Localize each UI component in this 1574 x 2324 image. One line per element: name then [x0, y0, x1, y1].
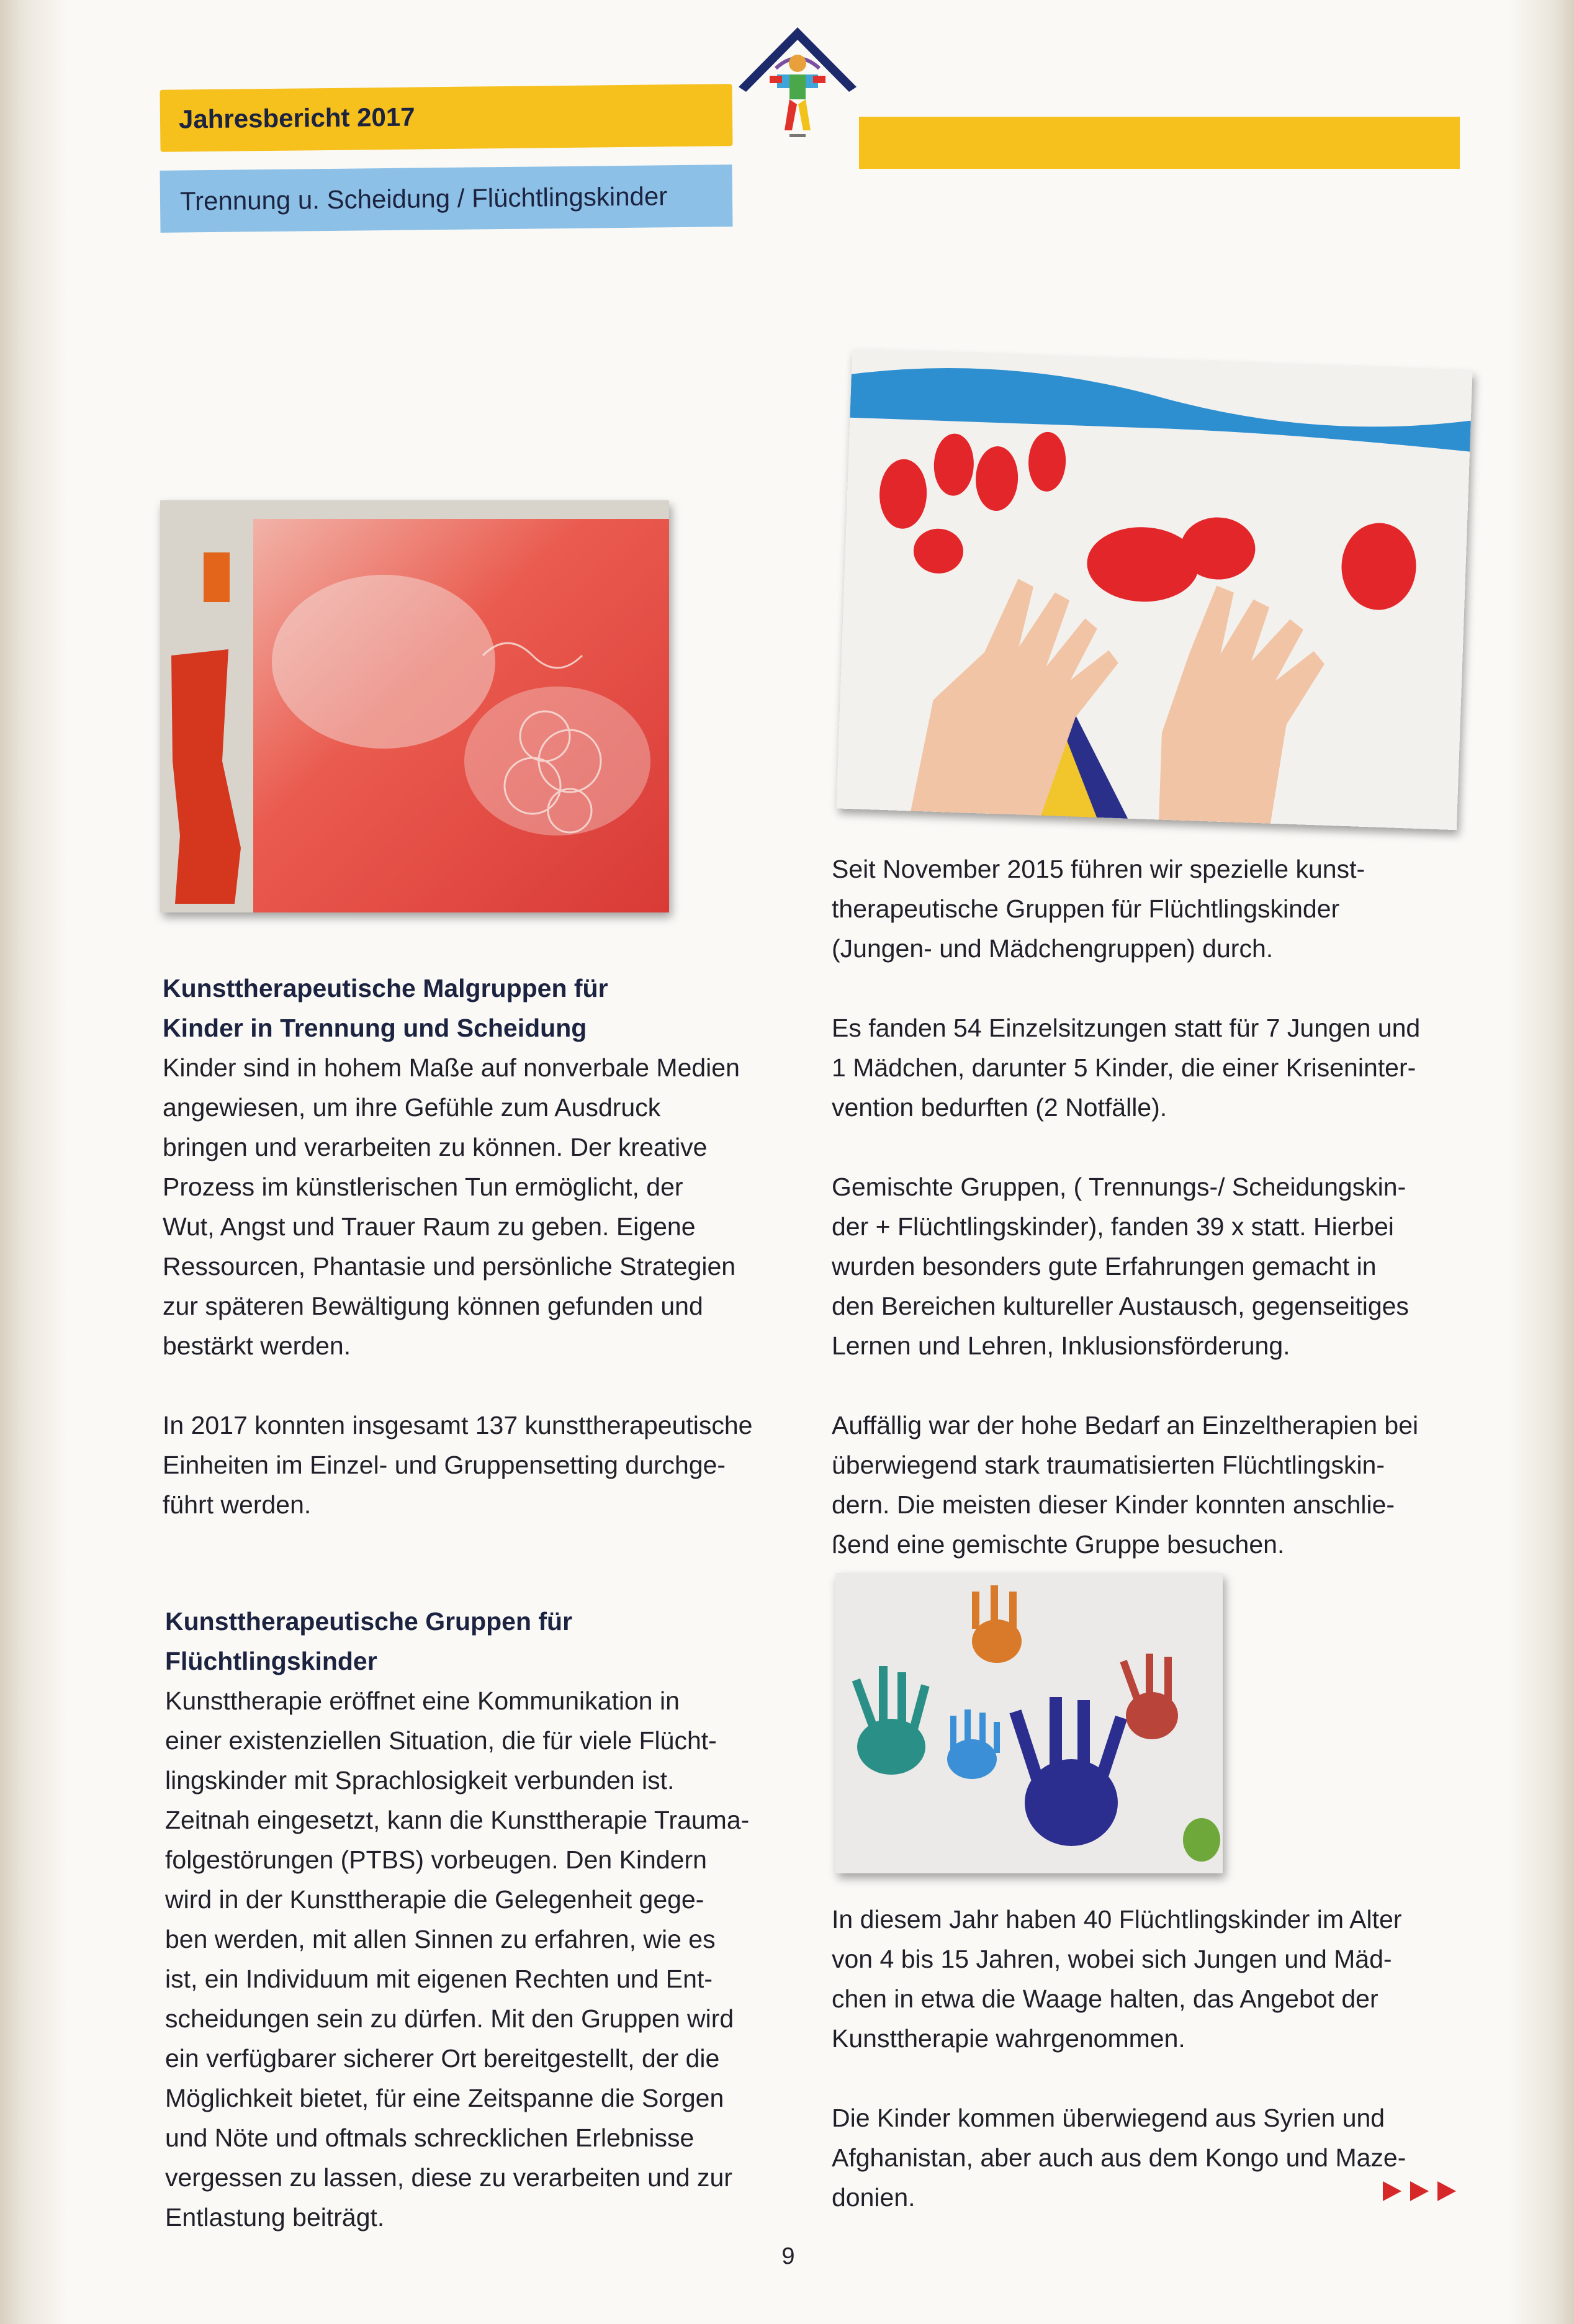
text-line: Wut, Angst und Trauer Raum zu geben. Eigene: [163, 1212, 696, 1241]
text-line: Ressourcen, Phantasie und persönliche Strategien: [163, 1252, 736, 1281]
text-line: führt werden.: [163, 1490, 312, 1519]
text-line: lingskinder mit Sprachlosigkeit verbunden ist.: [165, 1766, 675, 1795]
text-line: Entlastung beiträgt.: [165, 2203, 385, 2232]
continue-arrows-icon: [1383, 2179, 1464, 2204]
section-title-bar: [160, 164, 733, 233]
text-line: Zeitnah eingesetzt, kann die Kunsttherapie Trauma-: [165, 1806, 750, 1834]
text-line: vergessen zu lassen, diese zu verarbeiten und zur: [165, 2163, 732, 2192]
text-line: Prozess im künstlerischen Tun ermöglicht, der: [163, 1173, 683, 1201]
heading-line: Flüchtlingskinder: [165, 1647, 377, 1675]
paragraph-seit-november: [832, 849, 1477, 968]
text-line: wird in der Kunsttherapie die Gelegenheit gege-: [165, 1885, 704, 1914]
text-line: der + Flüchtlingskinder), fanden 39 x statt. Hierbei: [832, 1212, 1394, 1241]
text-line: Afghanistan, aber auch aus dem Kongo und Maze-: [832, 2143, 1406, 2172]
right-column-bottom: [832, 1899, 1477, 2217]
text-line: scheidungen sein zu dürfen. Mit den Gruppen wird: [165, 2004, 734, 2033]
page-number: 9: [781, 2243, 795, 2269]
text-line: ein verfügbarer sicherer Ort bereitgestellt, der die: [165, 2044, 720, 2073]
report-title: Jahresbericht 2017: [178, 102, 415, 134]
text-line: überwiegend stark traumatisierten Flüchtlingskin-: [832, 1451, 1385, 1479]
paragraph-malgruppen: [163, 1048, 821, 1366]
text-line: Kinder sind in hohem Maße auf nonverbale Medien: [163, 1053, 740, 1082]
header-bar-right: [859, 117, 1460, 169]
heading-line: Kunsttherapeutische Gruppen für: [165, 1607, 573, 1636]
heading-fluechtlingskinder: [165, 1601, 823, 1681]
section-title: Trennung u. Scheidung / Flüchtlingskinder: [179, 181, 668, 216]
text-line: vention bedurften (2 Notfälle).: [832, 1093, 1167, 1122]
text-line: (Jungen- und Mädchengruppen) durch.: [832, 934, 1274, 963]
text-line: In 2017 konnten insgesamt 137 kunsttherapeutische: [163, 1411, 753, 1439]
text-line: den Bereichen kultureller Austausch, gegenseitiges: [832, 1292, 1409, 1320]
text-line: Kunsttherapie eröffnet eine Kommunikation in: [165, 1687, 680, 1715]
heading-malgruppen: [163, 968, 821, 1048]
heading-line: Kinder in Trennung und Scheidung: [163, 1014, 587, 1042]
text-line: Seit November 2015 führen wir spezielle kunst-: [832, 855, 1365, 883]
text-line: und Nöte und oftmals schrecklichen Erlebnisse: [165, 2124, 695, 2152]
text-line: donien.: [832, 2183, 915, 2212]
text-line: Es fanden 54 Einzelsitzungen statt für 7 Jungen und: [832, 1014, 1421, 1042]
red-painting-photo: [160, 500, 669, 912]
text-line: Einheiten im Einzel- und Gruppensetting durchge-: [163, 1451, 726, 1479]
paragraph-herkunft: [832, 2098, 1477, 2217]
text-line: von 4 bis 15 Jahren, wobei sich Jungen und Mäd-: [832, 1945, 1392, 1973]
paragraph-40-kinder: [832, 1899, 1477, 2058]
text-line: Die Kinder kommen überwiegend aus Syrien und: [832, 2104, 1385, 2132]
text-line: ist, ein Individuum mit eigenen Rechten und Ent-: [165, 1965, 713, 1993]
text-line: bringen und verarbeiten zu können. Der kreative: [163, 1133, 708, 1161]
text-line: einer existenziellen Situation, die für viele Flücht-: [165, 1726, 717, 1755]
text-line: ben werden, mit allen Sinnen zu erfahren, wie es: [165, 1925, 716, 1953]
left-column-section2: [165, 1601, 823, 2237]
text-line: ßend eine gemischte Gruppe besuchen.: [832, 1530, 1285, 1559]
text-line: Auffällig war der hohe Bedarf an Einzeltherapien bei: [832, 1411, 1419, 1439]
text-line: Möglichkeit bietet, für eine Zeitspanne die Sorgen: [165, 2084, 724, 2112]
text-line: Kunsttherapie wahrgenommen.: [832, 2024, 1185, 2053]
heading-line: Kunsttherapeutische Malgruppen für: [163, 974, 608, 1002]
text-line: dern. Die meisten dieser Kinder konnten anschlie-: [832, 1490, 1395, 1519]
hands-painting-photo: [836, 349, 1472, 830]
paragraph-einzeltherapien: [832, 1405, 1477, 1564]
right-column: [832, 849, 1477, 1564]
paragraph-einzelsitzungen: [832, 1008, 1477, 1127]
handprints-photo: [835, 1573, 1223, 1873]
report-title-bar: [160, 84, 733, 152]
paragraph-gemischte-gruppen: [832, 1167, 1477, 1366]
paragraph-einheiten: [163, 1405, 821, 1525]
text-line: bestärkt werden.: [163, 1331, 351, 1360]
organization-logo: [732, 25, 863, 155]
text-line: Gemischte Gruppen, ( Trennungs-/ Scheidungskin-: [832, 1173, 1406, 1201]
text-line: chen in etwa die Waage halten, das Angebot der: [832, 1984, 1378, 2013]
text-line: folgestörungen (PTBS) vorbeugen. Den Kindern: [165, 1845, 707, 1874]
text-line: therapeutische Gruppen für Flüchtlingskinder: [832, 894, 1340, 923]
text-line: In diesem Jahr haben 40 Flüchtlingskinder im Alter: [832, 1905, 1402, 1934]
text-line: wurden besonders gute Erfahrungen gemacht in: [832, 1252, 1377, 1281]
text-line: zur späteren Bewältigung können gefunden und: [163, 1292, 703, 1320]
paragraph-fluechtlingskinder: [165, 1681, 823, 2237]
text-line: 1 Mädchen, darunter 5 Kinder, die einer Kriseninter-: [832, 1053, 1416, 1082]
left-column: [163, 968, 821, 1525]
text-line: Lernen und Lehren, Inklusionsförderung.: [832, 1331, 1290, 1360]
text-line: angewiesen, um ihre Gefühle zum Ausdruck: [163, 1093, 661, 1122]
